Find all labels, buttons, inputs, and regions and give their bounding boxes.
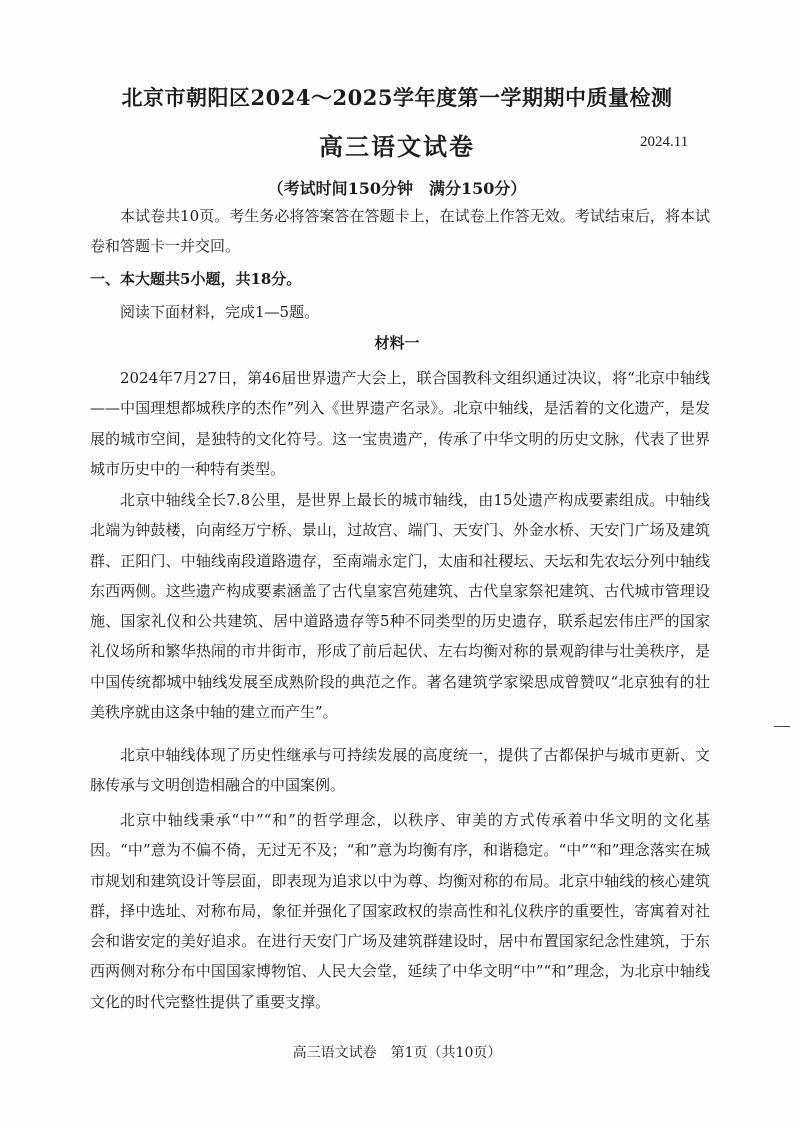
exam-title: 北京市朝阳区2024～2025学年度第一学期期中质量检测 [121,85,673,110]
paragraph-2: 北京中轴线全长7.8公里，是世界上最长的城市轴线，由15处遗产构成要素组成。中轴线北端为钟鼓楼，向南经万宁桥、景山，过故宫、端门、天安门、外金水桥、天安门广场及建筑群、正阳门、中轴线南段道路遗存，至南端永定门，太庙和社稷坛、天坛和先农坛分列中轴线东西两侧。这些遗产构成要素涵盖了古代皇家宫苑建筑、古代皇家祭祀建筑、古代城市管理设施、国家礼仪和公共建筑、居中道路遗存等5种不同类型的历史遗存，联系起宏伟庄严的国家礼仪场所和繁华热闹的市井街市，形成了前后起伏、左右均衡对称的景观韵律与壮美秩序，是中国传统都城中轴线发展至成熟阶段的典范之作。著名建筑学家梁思成曾赞叹“北京独有的壮美秩序就由这条中轴的建立而产生”。 [90,491,710,722]
exam-date: 2024.11 [640,134,689,150]
paper-subject-title: 高三语文试卷 [319,132,475,161]
margin-mark [774,726,790,727]
material-title: 材料一 [374,334,420,352]
page-footer: 高三语文试卷 第1页（共10页） [292,1045,502,1061]
exam-notice: 本试卷共10页。考生务必将答案答在答题卡上，在试卷上作答无效。考试结束后，将本试卷和答题卡一并交回。 [90,207,710,256]
paragraph-3: 北京中轴线体现了历史性继承与可持续发展的高度统一，提供了古都保护与城市更新、文脉传承与文明创造相融合的中国案例。 [90,746,710,795]
exam-time-score: （考试时间150分钟 满分150分） [267,179,527,198]
section-heading: 一、本大题共5小题，共18分。 [90,270,302,288]
section-instruction: 阅读下面材料，完成1—5题。 [120,303,320,321]
paragraph-1: 2024年7月27日，第46届世界遗产大会上，联合国教科文组织通过决议，将“北京中轴线——中国理想都城秩序的杰作”列入《世界遗产名录》。北京中轴线，是活着的文化遗产，是发展的城市空间，是独特的文化符号。这一宝贵遗产，传承了中华文明的历史文脉，代表了世界城市历史中的一种特有类型。 [90,369,710,478]
paragraph-4: 北京中轴线秉承“中”“和”的哲学理念，以秩序、审美的方式传承着中华文明的文化基因。“中”意为不偏不倚，无过无不及；“和”意为均衡有序，和谐稳定。“中”“和”理念落实在城市规划和建筑设计等层面，即表现为追求以中为尊、均衡对称的布局。北京中轴线的核心建筑群，择中选址、对称布局，象征并强化了国家政权的崇高性和礼仪秩序的重要性，寄寓着对社会和谐安定的美好追求。在进行天安门广场及建筑群建设时，居中布置国家纪念性建筑，于东西两侧对称分布中国国家博物馆、人民大会堂，延续了中华文明“中”“和”理念，为北京中轴线文化的时代完整性提供了重要支撑。 [90,811,710,1011]
